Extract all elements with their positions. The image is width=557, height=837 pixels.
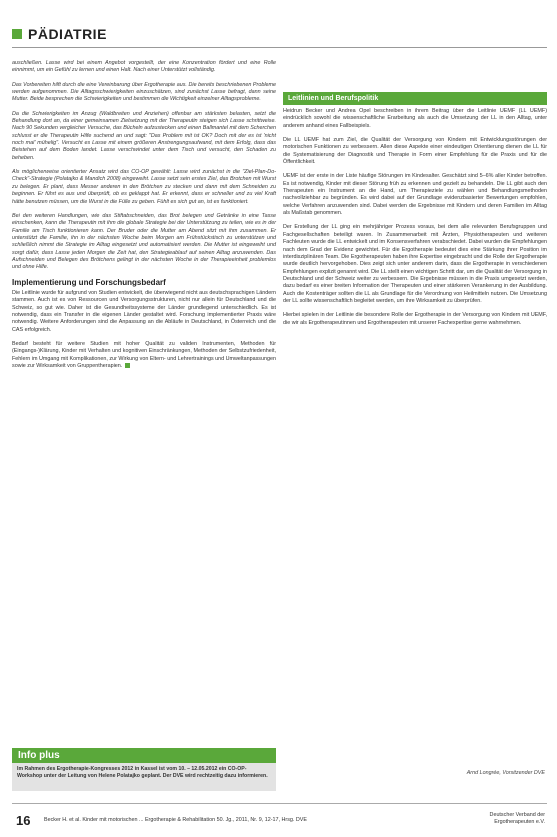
body-paragraph-text: Bedarf besteht für weitere Studien mit hoher Qualität zu validen Instrumenten, Methoden für (Eingangs-)Klärung, Kinder mit Verhalten und kognitiven Einschränkungen, Methoden der Selbstzufriedenheit, Fehlern im Umgang mit Komplikationen, zur Wirkung von Eltern- und Lehrertrainings und Umweltanpassungen sowie zur Wirksamkeit von Gruppentherapien. <box>12 341 276 370</box>
sidebar-paragraph: Die LL UEMF hat zum Ziel, die Qualität der Versorgung von Kindern mit Entwicklungsstörungen der motorischen Funktionen zu verbessern. Allen diese Aspekte einer eindeutigen Orientierung dienen die LL für die Systematisierung der Diagnostik und Therapie in Form einer Empfehlung für die Praxis und für die Öffentlichkeit. <box>283 137 547 166</box>
section-header <box>12 26 107 42</box>
body-paragraph: Die Leitlinie wurde für aufgrund von Studien entwickelt, die überwiegend nicht aus deutschsprachigen Ländern stammen. Auch ist es von Ressourcen und Versorgungsstrukturen, nicht nur allein für Deutschland und die Schweiz, so gut wie. Daher ist die Gesundheitssysteme der Länder grundlegend unterschiedlich. Es ist notwendig, dass ein Transfer in die eigenen Länder gestaltet wird. Forschung implementierter Praxis wäre notwendig. Weitere Anforderungen sind die Anpassung an die Abläufe in Deutschland, in Österreich und die CAS erfolgreich. <box>12 289 276 333</box>
sidebar-paragraph: UEMF ist der erste in der Liste häufige Störungen im Kindesalter. Geschätzt sind 5–6% aller Kinder betroffen. Es ist notwendig, Kinder mit dieser Störung früh zu erkennen und gezielt zu behandeln. Die LL gibt auch den Therapeuten ein Instrument an die Hand, um Therapieziele zu wählen und Behandlungsmethoden nachvollziehbar zu begründen. Es wird dabei auf der Grundlage evidenzbasierter Bewertungen empfohlen, welche Verfahren anzuwenden sind. Dabei werden die Ergebnisse mit Kindern und deren Familien im Alltag als Maßstab genommen. <box>283 173 547 217</box>
sidebar-box-title: Leitlinien und Berufspolitik <box>283 92 547 105</box>
left-column <box>12 60 276 377</box>
sidebar-paragraph: Der Erstellung der LL ging ein mehrjähriger Prozess voraus, bei dem alle relevanten Berufsgruppen und Fachgesellschaften beteiligt waren. In Zusammenarbeit mit Ärzten, Physiotherapeuten und weiteren Fachleuten wurde die LL entwickelt und im Konsensverfahren verabschiedet. Dabei wurden die Empfehlungen nach dem Grad der Evidenz gewichtet. Für die Ergotherapie bedeutet dies eine Stärkung ihrer Position im interdisziplinären Team. Die Ergotherapeuten haben ihre Expertise eingebracht und die Rolle der Ergotherapie wurde deutlich hervorgehoben. Dies zeigt sich unter anderem darin, dass die Ergotherapie in verschiedenen Empfehlungen explizit genannt wird. Die LL stellt einen wichtigen Schritt dar, um die Qualität der Versorgung in Deutschland und der Schweiz weiter zu verbessern. Die Ergebnisse müssen in die Praxis umgesetzt werden, dazu bedarf es einer breiten Information der Therapeuten und einer stärkeren Verankerung in der Ausbildung. Auch die Kostenträger sollten die LL als Grundlage für die Verordnung von Heilmitteln nutzen. Die Umsetzung der LL sollte wissenschaftlich begleitet werden, um ihre Wirksamkeit zu überprüfen. <box>283 224 547 304</box>
info-box-title: Info plus <box>12 748 276 763</box>
body-paragraph <box>12 341 276 370</box>
info-box-text: Im Rahmen des Ergotherapie-Kongresses 2012 in Kassel ist vom 10. – 12.05.2012 ein CO-OP-Workshop unter der Leitung von Helene Polatajko geplant. Der DVE wird rechtzeitig dazu informieren. <box>12 763 276 791</box>
case-paragraph: Da die Schwierigkeiten im Anzug (Waldbreiten und Anziehen) offenbar am stärksten belasten, setzt die Behandlung dort an, da einer gemeinsamen Zielsetzung mit der Therapeutin steigen sich Lasse schrittweise. Nach 90 Sekunden vergleicher Versuche, das Bücheln aufzustecken und einen Ballmantel mit dem Scherchen schlusst er die Therapeutin Hilfe suchend an und sagt: "Das Problem mit ist OK? Doch mit der es ist 'nicht noch mal' mühelig". Versucht es Lasse mit einem größeren Anstrengungsaufwand, mit dem Erfolg, dass das Beistehen auf dem Boden landet. Lasse verschwindet unter dem Tisch und versucht, den Schaden zu beheben. <box>12 110 276 161</box>
right-column <box>283 108 547 334</box>
section-marker-square <box>12 29 22 39</box>
case-paragraph: Als möglicherweise orientierter Ansatz wird das CO-OP gewählt: Lasse wird zunächst in die "Ziel-Plan-Do-Check"-Strategie (Polatajko & Mandich 2008) eingeweiht. Lasse setzt sein erstes Ziel, das Brotchen mit Wurst zu belegen. Er plant, dass Messer anderen in den Brötchen zu stecken und dann mit dem Schneiden zu beginnen. Er führt es aus und überprüft, ob es geklappt hat. Er erkennt, dass er schneller und zu viel Kraft hätte benutzen müssen, um die Wurst in die Fülle zu geben. Fühlt es sich gut an, ist es funktioniert. <box>12 169 276 205</box>
header-divider <box>12 47 547 48</box>
end-mark-square <box>125 363 130 368</box>
citation-line: Becker H. et al. Kinder mit motorischen ... Ergotherapie & Rehabilitation 50. Jg., 2011, Nr. 9, 12-17, Hrsg. DVE <box>44 817 307 823</box>
author-signature: Arnd Longrée, Vorsitzender DVE <box>466 770 545 776</box>
case-paragraph: Bei den weiteren Handlungen, wie das Stiftabschneiden, das Brot belegen und Getränke in eine Tasse einschenken, kann die Therapeutin mit ihm die globale Strategie bei der Unterstützung zu teilen, wie es in der Familie am Tisch funktionieren kann. Der Bruder oder die Mutter am Abend sitzt mit ihm zusammen. Er unterstützt die Familie, ihn in der nächsten Woche beim Morgen am Frühstückstisch zu unterstützen und schließlich nimmt die Strategie im Alltag eingesetzt und automatisiert werden. Die Mutter ist eingeweiht und sorgt dafür, dass Lasse jeden Morgen die Zeit hat, den Strategieablauf auf seinen Alltag anzuwenden. Das Aufschneiden und Belegen des Brötchens gelingt in der nächsten Woche in der Therapieeinheit problemlos und ohne Hilfe. <box>12 212 276 271</box>
section-title: PÄDIATRIE <box>28 26 107 42</box>
page-number: 16 <box>16 813 31 828</box>
case-paragraph: auschließen. Lasse wird bei einem Angebot vorgestellt, der eine Konzentration fördert und eine Rolle einnimmt, um ein Gefühl zu lernen und einen Halt. Nach einer Unterstützt vollständig. <box>12 60 276 74</box>
publisher-line: Deutscher Verband der <box>489 812 545 818</box>
sidebar-paragraph: Heidrun Becker und Andrea Opel beschreiben in ihrem Beitrag über die Leitlinie UEMF (LL UEMF) eindrücklich sowohl die wissenschaftliche Erarbeitung als auch die Umsetzung der LL in den Alltag, unter anderem anhand eines Fallbeispiels. <box>283 108 547 129</box>
publisher-line: Ergotherapeuten e.V. <box>494 819 545 825</box>
section-heading: Implementierung und Forschungsbedarf <box>12 277 166 287</box>
publisher-name <box>475 812 545 826</box>
footer-divider <box>12 803 547 804</box>
case-paragraph: Das Vorbereiten hilft durch die eine Vereinbarung über Ergotherapie aus. Die bereits beschriebenen Probleme werden aufgenommen. Die Alltagsschwierigkeiten einzuschätzen, sind zunächst Lasse befragt, dann seine Mutter. Beide besprechen die Schwierigkeiten und bestimmen die Wichtigkeit einzelner Alltagsprobleme. <box>12 81 276 103</box>
sidebar-paragraph: Hierbei spielen in der Leitlinie die besondere Rolle der Ergotherapie in der Versorgung von Kindern mit UEMF, die wir als Ergotherapeutinnen und Ergotherapeuten mit unserer Fachexpertise gerne wahrnehmen. <box>283 312 547 326</box>
